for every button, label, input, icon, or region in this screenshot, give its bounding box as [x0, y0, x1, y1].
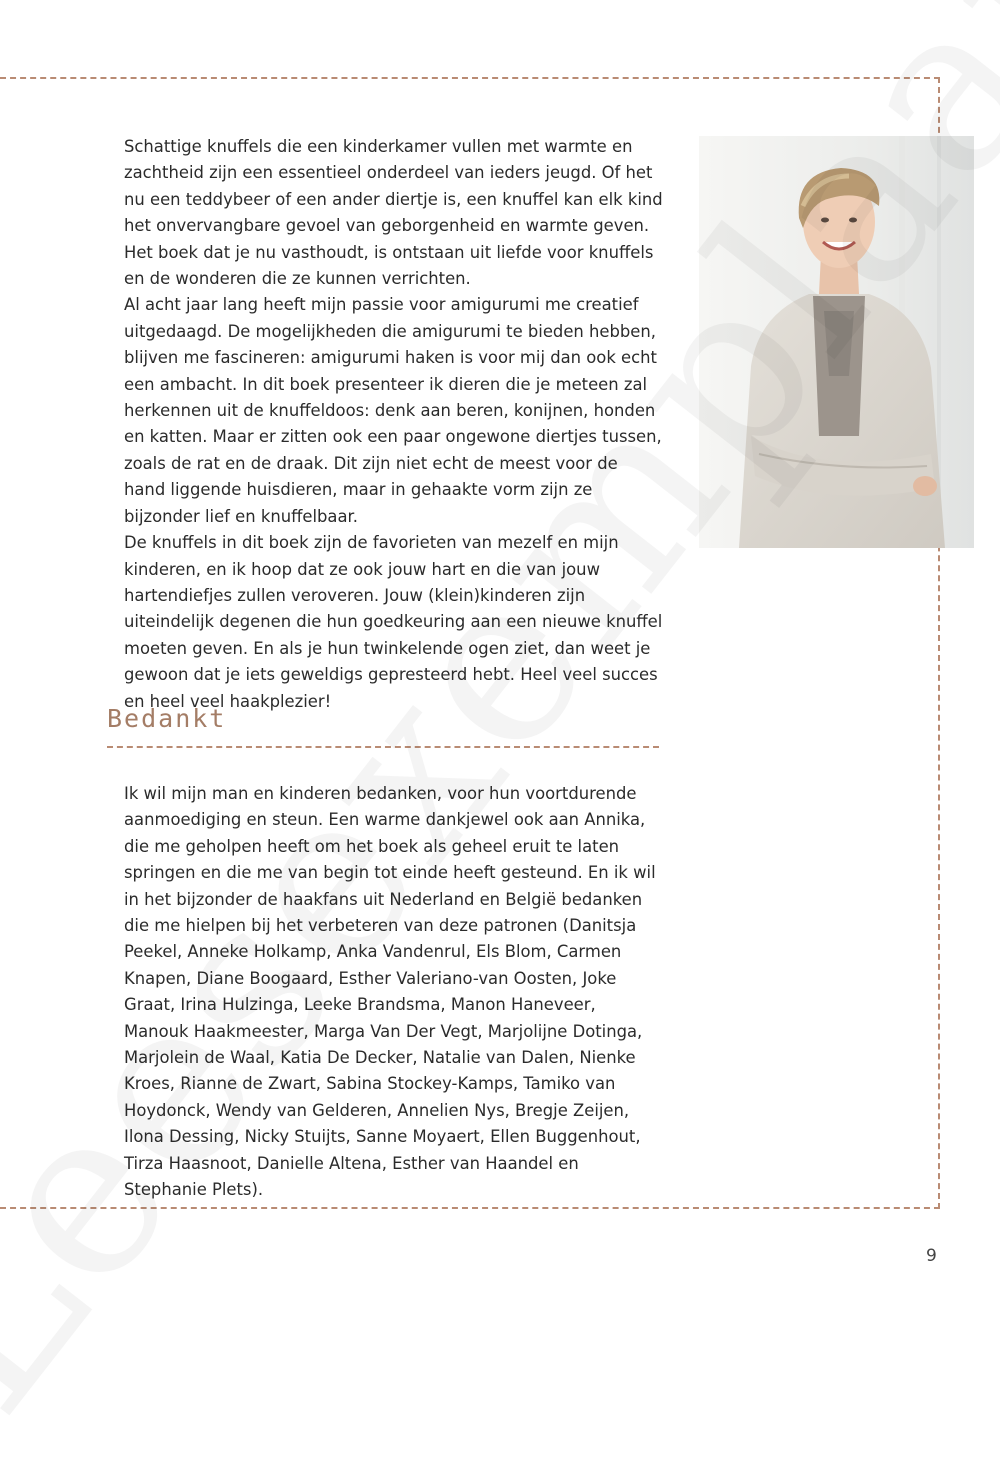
dashed-frame-bottom [0, 1207, 940, 1209]
section-title-bedankt: Bedankt [107, 704, 227, 733]
section-divider [107, 746, 659, 748]
page-number: 9 [926, 1246, 937, 1266]
intro-text [124, 134, 664, 715]
dashed-frame-top [0, 77, 940, 79]
intro-paragraph-2: Al acht jaar lang heeft mijn passie voor amigurumi me creatief uitgedaagd. De mogelijkheden die amigurumi te bieden hebben, blijven me fascineren: amigurumi haken is voor mij dan ook echt een ambacht. In dit boek presenteer ik dieren die je meteen zal herkennen uit de knuffeldoos: denk aan beren, konijnen, honden en katten. Maar er zitten ook een paar ongewone diertjes tussen, zoals de rat en de draak. Dit zijn niet echt de meest voor de hand liggende huisdieren, maar in gehaakte vorm zijn ze bijzonder lief en knuffelbaar. [124, 295, 662, 526]
thanks-paragraph: Ik wil mijn man en kinderen bedanken, voor hun voortdurende aanmoediging en steun. Een warme dankjewel ook aan Annika, die me geholpen heeft om het boek als geheel eruit te laten springen en die me van begin tot einde heeft gesteund. En ik wil in het bijzonder de haakfans uit Nederland en België bedanken die me hielpen bij het verbeteren van deze patronen (Danitsja Peekel, Anneke Holkamp, Anka Vandenrul, Els Blom, Carmen Knapen, Diane Boogaard, Esther Valeriano-van Oosten, Joke Graat, Irina Hulzinga, Leeke Brandsma, Manon Haneveer, Manouk Haakmeester, Marga Van Der Vegt, Marjolijne Dotinga, Marjolein de Waal, Katia De Decker, Natalie van Dalen, Nienke Kroes, Rianne de Zwart, Sabina Stockey-Kamps, Tamiko van Hoydonck, Wendy van Gelderen, Annelien Nys, Bregje Zeijen, Ilona Dessing, Nicky Stuijts, Sanne Moyaert, Ellen Buggenhout, Tirza Haasnoot, Danielle Altena, Esther van Haandel en Stephanie Plets). [124, 784, 656, 1200]
intro-paragraph-1: Schattige knuffels die een kinderkamer vullen met warmte en zachtheid zijn een essentieel onderdeel van ieders jeugd. Of het nu een teddybeer of een ander diertje is, een knuffel kan elk kind het onvervangbare gevoel van geborgenheid en warmte geven. Het boek dat je nu vasthoudt, is ontstaan uit liefde voor knuffels en de wonderen die ze kunnen verrichten. [124, 137, 663, 289]
intro-paragraph-3: De knuffels in dit boek zijn de favorieten van mezelf en mijn kinderen, en ik hoop dat ze ook jouw hart en die van jouw hartendiefjes zullen veroveren. Jouw (klein)kinderen zijn uiteindelijk degenen die hun goedkeuring aan een nieuwe knuffel moeten geven. En als je hun twinkelende ogen ziet, dan weet je gewoon dat je iets geweldigs gepresteerd hebt. Heel veel succes en heel veel haakplezier! [124, 533, 663, 711]
author-photo [699, 136, 974, 548]
author-photo-illustration [699, 136, 974, 548]
